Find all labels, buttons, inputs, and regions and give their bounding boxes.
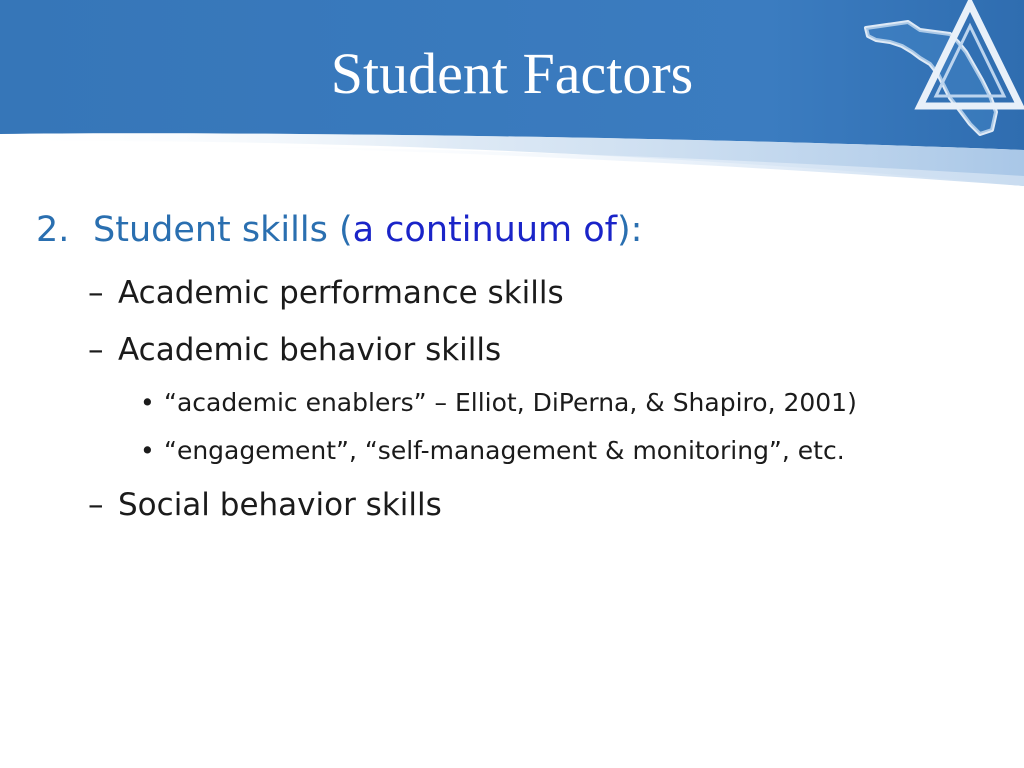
sub-item-label: Social behavior skills [118,487,442,523]
dash-bullet: – [88,487,104,523]
item-number: 2. [36,210,70,250]
sub-item-social-behavior [88,483,442,527]
bullet-engagement [140,433,845,469]
item-text-end: ): [616,210,643,250]
item-highlight: a continuum of [352,210,617,250]
sub-item-academic-performance [88,271,564,315]
dot-bullet: • [140,436,155,465]
bullet-label: “engagement”, “self-management & monitoring”, etc. [164,436,845,465]
sub-item-label: Academic behavior skills [118,332,502,368]
dash-bullet: – [88,275,104,311]
florida-triangle-logo-icon [858,0,1024,145]
outline-item-student-skills [36,205,642,255]
dot-bullet: • [140,388,155,417]
dash-bullet: – [88,332,104,368]
bullet-academic-enablers [140,385,857,421]
sub-item-academic-behavior [88,328,501,372]
item-text: Student skills ( [93,210,353,250]
sub-item-label: Academic performance skills [118,275,564,311]
slide-title: Student Factors [330,41,694,106]
bullet-label: “academic enablers” – Elliot, DiPerna, & Shapiro, 2001) [164,388,857,417]
